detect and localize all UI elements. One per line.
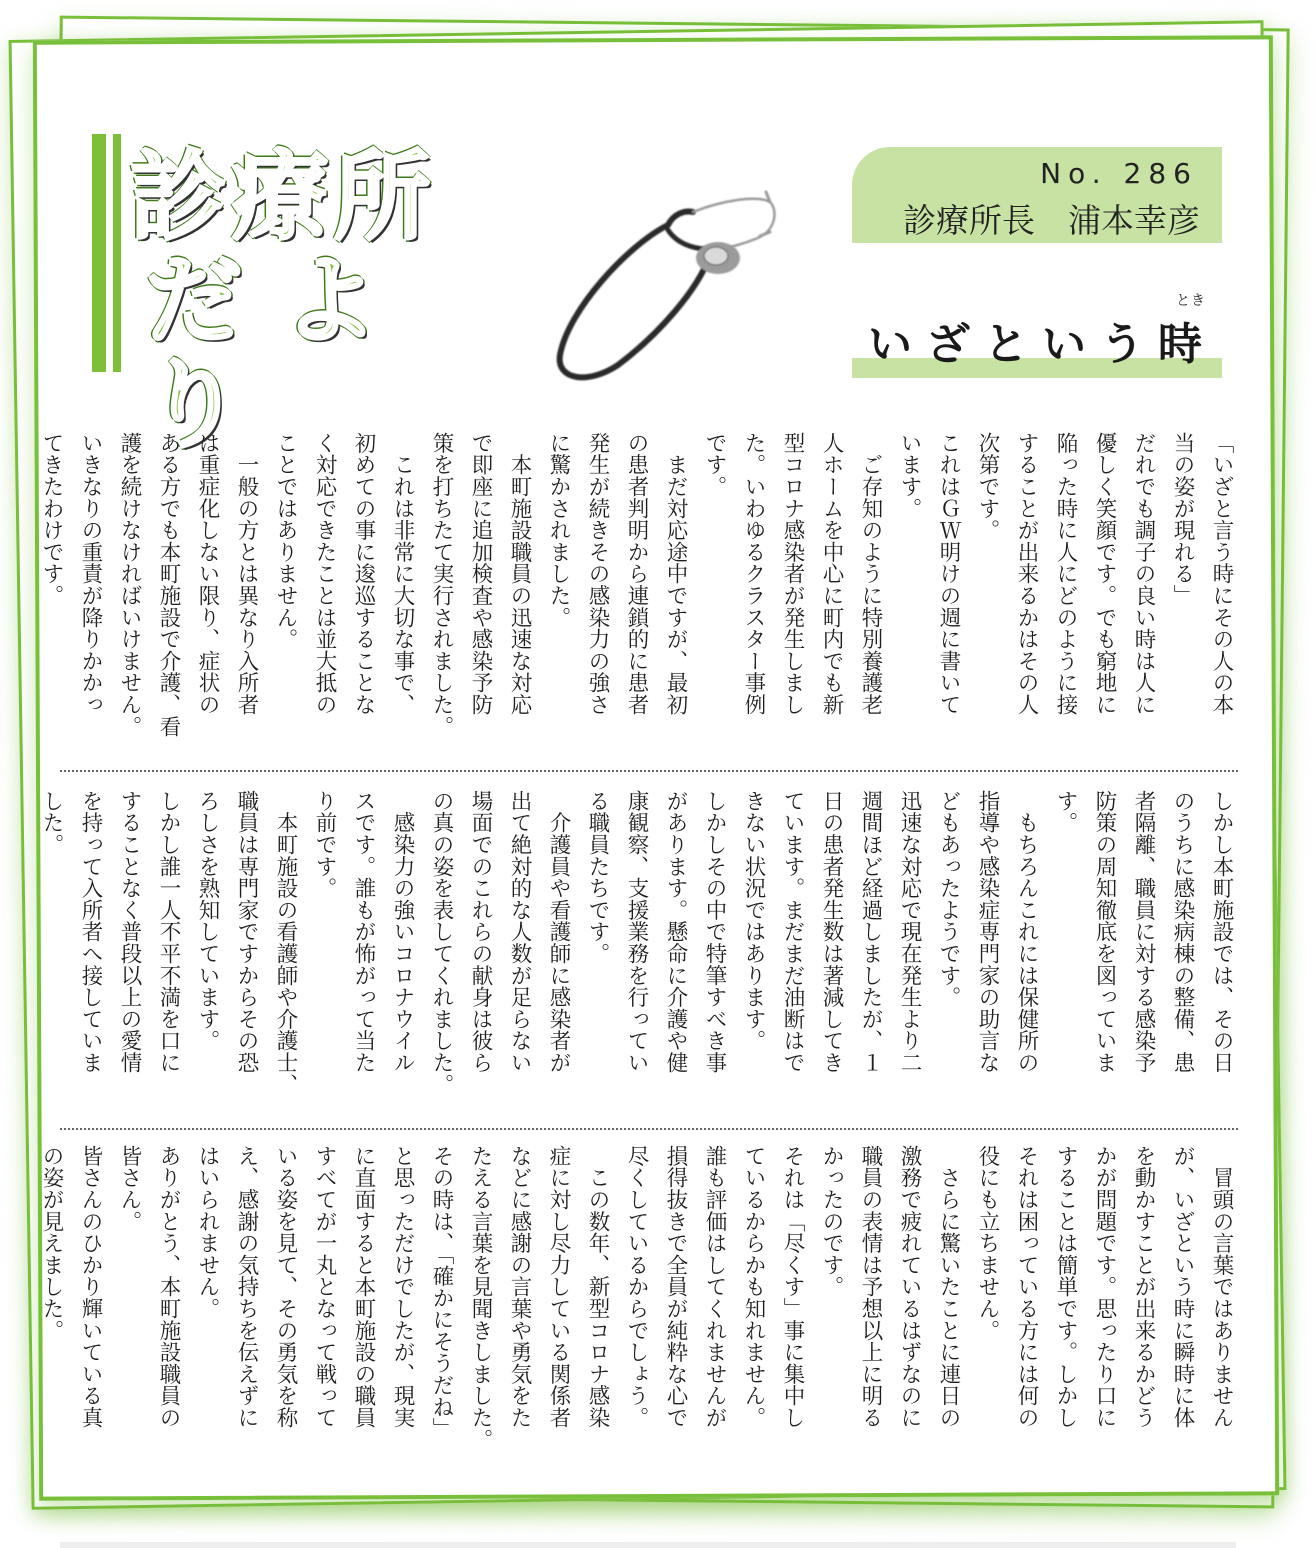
text-column: 損得抜きで全員が純粋な心で — [663, 1145, 688, 1429]
text-column: ある方でも本町施設で介護、看 — [156, 432, 181, 738]
text-column: することが出来るかはその人 — [1014, 432, 1039, 716]
text-column: 「いざと言う時にその人の本 — [1209, 432, 1234, 716]
title-accent-bar — [92, 134, 106, 372]
text-column: を動かすことが出来るかどう — [1131, 1145, 1156, 1429]
text-column: の真の姿を表してくれました。 — [429, 790, 454, 1096]
masthead-line-2: だより — [146, 245, 418, 461]
text-column: することなく普段以上の愛情 — [117, 790, 142, 1074]
article-section-2 — [39, 790, 1240, 1120]
text-column: しかし本町施設では、その日 — [1209, 790, 1234, 1074]
text-column: 介護員や看護師に感染者が — [546, 790, 571, 1074]
text-column: 陥った時に人にどのように接 — [1053, 432, 1078, 716]
text-column: 症に対し尽力している関係者 — [546, 1145, 571, 1429]
text-column: く対応できたことは並大抵の — [312, 432, 337, 716]
text-column: ろしさを熟知しています。 — [195, 790, 220, 1052]
issue-info-box — [852, 147, 1222, 243]
text-column: に驚かされました。 — [546, 432, 571, 629]
text-column: これはＧＷ明けの週に書いて — [936, 432, 961, 716]
text-column: かったのです。 — [819, 1145, 844, 1298]
text-column: す。 — [1053, 790, 1078, 834]
text-column: 本町施設職員の迅速な対応 — [507, 432, 532, 716]
issue-number: No. 286 — [1040, 157, 1198, 190]
text-column: 人ホームを中心に町内でも新 — [819, 432, 844, 716]
text-column: を持って入所者へ接していま — [78, 790, 103, 1074]
text-column: することは簡単です。しかし — [1053, 1145, 1078, 1429]
text-column: ご存知のように特別養護老 — [858, 432, 883, 716]
text-column: 優しく笑顔です。でも窮地に — [1092, 432, 1117, 716]
text-column: に直面すると本町施設の職員 — [351, 1145, 376, 1429]
masthead-line-1: 診療所 — [130, 141, 436, 253]
text-column: 出て絶対的な人数が足らない — [507, 790, 532, 1074]
text-column: 型コロナ感染者が発生しまし — [780, 432, 805, 716]
text-column: 感染力の強いコロナウイル — [390, 790, 415, 1074]
text-column: 一般の方とは異なり入所者 — [234, 432, 259, 716]
stethoscope-icon — [548, 170, 808, 390]
text-column: 冒頭の言葉ではありません — [1209, 1145, 1234, 1429]
text-column: はいられません。 — [195, 1145, 220, 1320]
text-column: 場面でのこれらの献身は彼ら — [468, 790, 493, 1074]
text-column: 本町施設の看護師や介護士、 — [273, 790, 298, 1096]
text-column: だれでも調子の良い時は人に — [1131, 432, 1156, 716]
text-column: てきたわけです。 — [39, 432, 64, 607]
text-column: 職員の表情は予想以上に明る — [858, 1145, 883, 1429]
masthead-title — [130, 141, 550, 461]
text-column: 初めての事に逡巡することな — [351, 432, 376, 716]
text-column: 役にも立ちません。 — [975, 1145, 1000, 1342]
text-column: は重症化しない限り、症状の — [195, 432, 220, 716]
text-column: しかし誰一人不平不満を口に — [156, 790, 181, 1074]
text-column: 当の姿が現れる」 — [1170, 432, 1195, 607]
author-name: 診療所長 浦本幸彦 — [903, 201, 1200, 240]
text-column: スです。誰もが怖がって当た — [351, 790, 376, 1074]
text-column: います。 — [897, 432, 922, 520]
text-column: いる姿を見て、その勇気を称 — [273, 1145, 298, 1429]
text-column: え、感謝の気持ちを伝えずに — [234, 1145, 259, 1429]
text-column: 発生が続きその感染力の強さ — [585, 432, 610, 716]
headline-text: いざという時 — [868, 319, 1216, 370]
title-accent-bar-thin — [113, 134, 121, 372]
text-column: ているからかも知れません。 — [741, 1145, 766, 1429]
text-column: 尽くしているからでしょう。 — [624, 1145, 649, 1429]
text-column: ありがとう、本町施設職員の — [156, 1145, 181, 1429]
text-column: 康観察、支援業務を行ってい — [624, 790, 649, 1074]
text-column: ています。まだまだ油断はで — [780, 790, 805, 1074]
text-column: です。 — [702, 432, 727, 498]
text-column: が、いざという時に瞬時に体 — [1170, 1145, 1195, 1429]
text-column: いきなりの重責が降りかかっ — [78, 432, 103, 716]
text-column: もちろんこれには保健所の — [1014, 790, 1039, 1074]
text-column: それは困っている方には何の — [1014, 1145, 1039, 1429]
bottom-strip — [60, 1542, 1236, 1548]
text-column: た。いわゆるクラスター事例 — [741, 432, 766, 716]
section-divider — [60, 1128, 1238, 1130]
text-column: 職員は専門家ですからその恐 — [234, 790, 259, 1074]
text-column: 誰も評価はしてくれませんが — [702, 1145, 727, 1429]
text-column: り前です。 — [312, 790, 337, 899]
article-section-3 — [39, 1145, 1240, 1475]
text-column: さらに驚いたことに連日の — [936, 1145, 961, 1429]
article-headline — [852, 290, 1222, 378]
text-column: 策を打ちたて実行されました。 — [429, 432, 454, 738]
text-column: すべてが一丸となって戦って — [312, 1145, 337, 1429]
text-column: それは「尽くす」事に集中し — [780, 1145, 805, 1429]
text-column: があります。懸命に介護や健 — [663, 790, 688, 1074]
section-divider — [60, 770, 1238, 772]
text-column: 週間ほど経過しましたが、１ — [858, 790, 883, 1074]
headline-ruby: とき — [1176, 293, 1206, 309]
text-column: しかしその中で特筆すべき事 — [702, 790, 727, 1074]
text-column: で即座に追加検査や感染予防 — [468, 432, 493, 716]
text-column: きない状況ではあります。 — [741, 790, 766, 1052]
text-column: 指導や感染症専門家の助言な — [975, 790, 1000, 1074]
text-column: どもあったようです。 — [936, 790, 961, 1008]
text-column: した。 — [39, 790, 64, 856]
text-column: ことではありません。 — [273, 432, 298, 650]
text-column: のうちに感染病棟の整備、患 — [1170, 790, 1195, 1074]
text-column: の姿が見えました。 — [39, 1145, 64, 1342]
text-column: これは非常に大切な事で、 — [390, 432, 415, 716]
text-column: 日の患者発生数は著減してき — [819, 790, 844, 1074]
article-section-1 — [39, 432, 1240, 762]
text-column: この数年、新型コロナ感染 — [585, 1145, 610, 1429]
text-column: 護を続けなければいけません。 — [117, 432, 142, 738]
text-column: と思っただけでしたが、現実 — [390, 1145, 415, 1429]
text-column: 迅速な対応で現在発生より二 — [897, 790, 922, 1074]
text-column: 次第です。 — [975, 432, 1000, 541]
text-column: の患者判明から連鎖的に患者 — [624, 432, 649, 716]
text-column: 者隔離、職員に対する感染予 — [1131, 790, 1156, 1074]
text-column: たえる言葉を見聞きしました。 — [468, 1145, 493, 1451]
text-column: 激務で疲れているはずなのに — [897, 1145, 922, 1429]
text-column: 皆さんのひかり輝いている真 — [78, 1145, 103, 1429]
text-column: その時は、「確かにそうだね」 — [429, 1145, 454, 1440]
text-column: などに感謝の言葉や勇気をた — [507, 1145, 532, 1429]
text-column: 皆さん。 — [117, 1145, 142, 1233]
text-column: る職員たちです。 — [585, 790, 610, 965]
text-column: まだ対応途中ですが、最初 — [663, 432, 688, 716]
text-column: 防策の周知徹底を図っていま — [1092, 790, 1117, 1074]
text-column: かが問題です。思ったり口に — [1092, 1145, 1117, 1429]
